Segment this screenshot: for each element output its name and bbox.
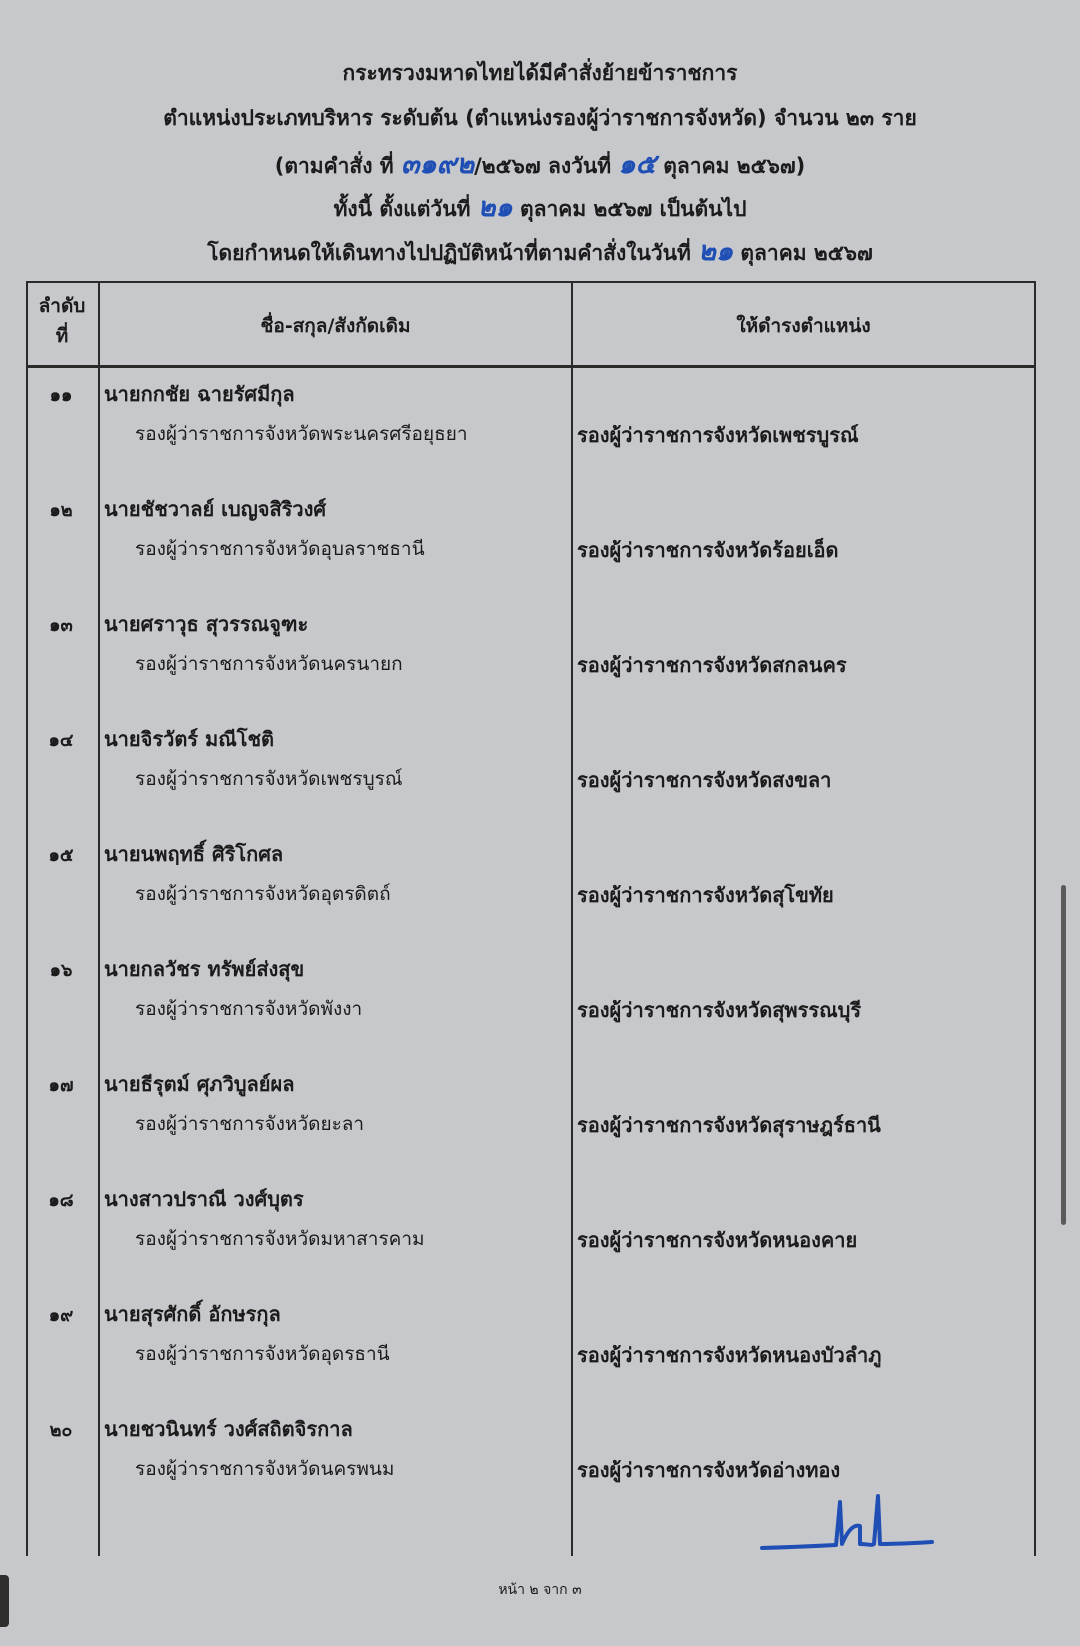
heading-line-2: ตำแหน่งประเภทบริหาร ระดับต้น (ตำแหน่งรองผู้ว่าราชการจังหวัด) จำนวน ๒๓ ราย — [163, 106, 917, 130]
effective-prefix: ทั้งนี้ ตั้งแต่วันที่ — [333, 197, 471, 221]
row-number: ๑๗ — [48, 1075, 74, 1096]
col-header-name: ชื่อ-สกุล/สังกัดเดิม — [260, 315, 411, 337]
person-name: นายชวนินทร์ วงศ์สถิตจิรกาล — [104, 1417, 353, 1441]
new-position: รองผู้ว่าราชการจังหวัดหนองบัวลำภู — [577, 1343, 882, 1367]
previous-position: รองผู้ว่าราชการจังหวัดเพชรบูรณ์ — [135, 768, 403, 790]
table-row — [26, 378, 1036, 493]
new-position: รองผู้ว่าราชการจังหวัดอ่างทอง — [577, 1458, 841, 1482]
person-name: นายสุรศักดิ์ อักษรกุล — [104, 1302, 281, 1326]
table-row — [26, 1183, 1036, 1298]
edge-handle[interactable] — [0, 1575, 9, 1627]
heading-line-3 — [0, 142, 1080, 185]
order-date-suffix: ตุลาคม ๒๕๖๗) — [663, 154, 806, 178]
order-prefix: (ตามคำสั่ง ที่ — [274, 154, 394, 178]
table-row — [26, 1298, 1036, 1413]
row-number: ๑๘ — [48, 1190, 74, 1211]
previous-position: รองผู้ว่าราชการจังหวัดมหาสารคาม — [135, 1228, 425, 1250]
new-position: รองผู้ว่าราชการจังหวัดหนองคาย — [577, 1228, 858, 1252]
new-position: รองผู้ว่าราชการจังหวัดสุโขทัย — [577, 883, 834, 907]
signature-mark — [756, 1490, 936, 1560]
previous-position: รองผู้ว่าราชการจังหวัดอุบลราชธานี — [135, 538, 425, 560]
new-position: รองผู้ว่าราชการจังหวัดสุพรรณบุรี — [577, 998, 862, 1022]
col-header-no-line1: ลำดับ — [38, 295, 86, 317]
person-name: นายนพฤทธิ์ ศิริโกศล — [104, 842, 284, 866]
table-row — [26, 838, 1036, 953]
row-number: ๑๙ — [48, 1305, 74, 1326]
table-row — [26, 493, 1036, 608]
travel-prefix: โดยกำหนดให้เดินทางไปปฏิบัติหน้าที่ตามคำสั่งในวันที่ — [207, 241, 691, 265]
person-name: นายกลวัชร ทรัพย์ส่งสุข — [104, 957, 305, 981]
page-number: หน้า ๒ จาก ๓ — [498, 1582, 582, 1598]
table-top-rule — [26, 281, 1036, 283]
person-name: นางสาวปราณี วงศ์บุตร — [104, 1187, 304, 1211]
previous-position: รองผู้ว่าราชการจังหวัดพระนครศรีอยุธยา — [135, 423, 468, 445]
person-name: นายกกชัย ฉายรัศมีกุล — [104, 382, 295, 406]
col-header-no — [26, 291, 98, 351]
effective-suffix: ตุลาคม ๒๕๖๗ เป็นต้นไป — [519, 197, 747, 221]
row-number: ๑๑ — [49, 385, 73, 406]
col-header-new-position: ให้ดำรงตำแหน่ง — [736, 315, 871, 337]
person-name: นายชัชวาลย์ เบญจสิริวงศ์ — [104, 497, 327, 521]
row-number: ๑๔ — [48, 730, 74, 751]
heading-line-1: กระทรวงมหาดไทยได้มีคำสั่งย้ายข้าราชการ — [342, 61, 738, 85]
previous-position: รองผู้ว่าราชการจังหวัดนครพนม — [135, 1458, 395, 1480]
previous-position: รองผู้ว่าราชการจังหวัดอุตรดิตถ์ — [135, 883, 391, 905]
row-number: ๑๖ — [49, 960, 73, 981]
new-position: รองผู้ว่าราชการจังหวัดสุราษฎร์ธานี — [577, 1113, 881, 1137]
table-row — [26, 608, 1036, 723]
previous-position: รองผู้ว่าราชการจังหวัดยะลา — [135, 1113, 365, 1135]
new-position: รองผู้ว่าราชการจังหวัดสงขลา — [577, 768, 832, 792]
order-date-mid: /๒๕๖๗ ลงวันที่ — [474, 154, 612, 178]
previous-position: รองผู้ว่าราชการจังหวัดนครนายก — [135, 653, 403, 675]
row-number: ๑๕ — [48, 845, 74, 866]
new-position: รองผู้ว่าราชการจังหวัดเพชรบูรณ์ — [577, 423, 859, 447]
person-name: นายศราวุธ สุวรรณจูฑะ — [104, 612, 309, 636]
new-position: รองผู้ว่าราชการจังหวัดสกลนคร — [577, 653, 847, 677]
handwritten-travel-day: ๒๑ — [698, 236, 734, 267]
viewer-scrollbar[interactable] — [1061, 885, 1066, 1225]
row-number: ๑๒ — [49, 500, 73, 521]
transfer-table — [26, 281, 1036, 1556]
heading-line-5 — [0, 229, 1080, 272]
table-row — [26, 723, 1036, 838]
heading-line-4 — [0, 185, 1080, 228]
table-row — [26, 1068, 1036, 1183]
previous-position: รองผู้ว่าราชการจังหวัดพังงา — [135, 998, 363, 1020]
new-position: รองผู้ว่าราชการจังหวัดร้อยเอ็ด — [577, 538, 839, 562]
col-header-no-line2: ที่ — [55, 325, 69, 347]
handwritten-order-number: ๓๑๙๒ — [400, 149, 475, 180]
table-header-rule — [26, 365, 1036, 368]
person-name: นายธีรุตม์ ศุภวิบูลย์ผล — [104, 1072, 295, 1096]
row-number: ๑๓ — [49, 615, 73, 636]
previous-position: รองผู้ว่าราชการจังหวัดอุดรธานี — [135, 1343, 390, 1365]
handwritten-order-day: ๑๕ — [618, 149, 656, 180]
handwritten-effective-day: ๒๑ — [477, 192, 513, 223]
row-number: ๒๐ — [49, 1420, 73, 1441]
person-name: นายจิรวัตร์ มณีโชติ — [104, 727, 275, 751]
travel-suffix: ตุลาคม ๒๕๖๗ — [740, 241, 873, 265]
table-row — [26, 953, 1036, 1068]
